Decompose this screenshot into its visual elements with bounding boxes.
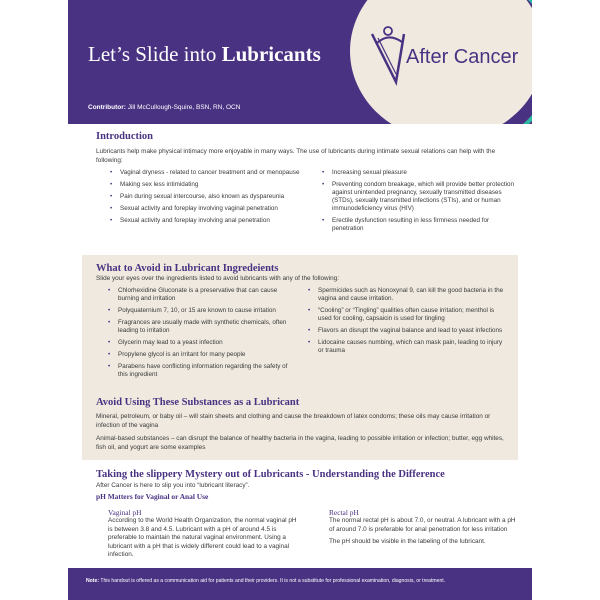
avoid-substances-heading: Avoid Using These Substances as a Lubricant — [96, 397, 300, 408]
ph-columns — [108, 508, 518, 568]
header-banner — [68, 0, 532, 124]
ph-heading: pH Matters for Vaginal or Anal Use — [96, 491, 209, 501]
list-item: • Increasing sexual pleasure — [322, 169, 518, 177]
list-item: • Chlorhexidine Gluconate is a preservative that can cause burning and irritation — [108, 287, 296, 303]
avoid-panel — [82, 255, 518, 460]
introduction-body: Lubricants help make physical intimacy more enjoyable in many ways. The use of lubricants during intimate sexual relations can help with the following: — [96, 148, 496, 164]
list-item: • Sexual activity and foreplay involving anal penetration — [110, 217, 306, 225]
list-item: • Vaginal dryness - related to cancer treatment and or menopause — [110, 169, 306, 177]
avoid-ingredients-intro: Slide your eyes over the ingredients listed to avoid lubricants with any of the following: — [96, 275, 339, 282]
list-item: • Preventing condom breakage, which will provide better protection against unintended pregnancy, sexually transmitted diseases (STDs), sexually transmitted infections (STIs), and or human immunodeficiency virus (HIV) — [322, 181, 518, 213]
avoid-substances-section — [96, 397, 506, 452]
handout-page — [68, 0, 532, 600]
introduction-left-list — [110, 169, 306, 229]
list-item: • Lidocaine causes numbing, which can mask pain, leading to injury or trauma — [308, 339, 504, 355]
list-item: • Propylene glycol is an irritant for many people — [108, 351, 296, 359]
list-item: • Erectile dysfunction resulting in less firmness needed for penetration — [322, 217, 518, 233]
avoid-left-list — [108, 287, 296, 383]
vaginal-ph-body: According to the World Health Organization, the normal vaginal pH is between 3.8 and 4.5. Lubricant with a pH of around 4.5 is preferable to maintain the natural vaginal environment. Using a lubricant with a pH that is widely different could lead to a vaginal infection. — [108, 517, 297, 559]
list-item: • Pain during sexual intercourse, also known as dyspareunia — [110, 193, 306, 201]
contributor-line: Contributor: Jill McCullough-Squire, BSN, RN, OCN — [88, 104, 241, 111]
rectal-ph-heading: Rectal pH — [329, 508, 359, 517]
vaginal-ph-block — [108, 508, 298, 560]
understanding-heading: Taking the slippery Mystery out of Lubricants - Understanding the Difference — [96, 469, 445, 480]
footer-note: Note: This handout is offered as a communication aid for patients and their providers. It is not a substitute for professional examination, diagnosis, or treatment. — [86, 578, 446, 584]
rectal-ph-note: The pH should be visible in the labeling of the lubricant. — [329, 538, 486, 546]
introduction-columns — [110, 169, 522, 269]
list-item: • Spermicides such as Nonoxynal 9, can kill the good bacteria in the vagina and cause irritation. — [308, 287, 504, 303]
understanding-section — [96, 469, 516, 559]
introduction-section — [96, 131, 516, 232]
avoid-substances-oils: Mineral, petroleum, or baby oil – will stain sheets and clothing and cause the breakdown of latex condoms; these oils may cause irritation or infection of the vagina — [96, 413, 491, 429]
page-title: Let’s Slide into Lubricants — [88, 42, 321, 66]
rectal-ph-body: The normal rectal pH is about 7.0, or neutral. A lubricant with a pH of around 7.0 is preferable for anal penetration for less irritation — [329, 517, 516, 533]
introduction-heading: Introduction — [96, 131, 153, 142]
avoid-substances-animal: Animal-based substances – can disrupt the balance of healthy bacteria in the vagina, leading to possible irritation or infection; butter, egg whites, fish oil, and yogurt are some examples — [96, 435, 504, 451]
footer-banner — [68, 568, 532, 600]
avoid-ingredients-columns — [108, 287, 508, 397]
list-item: • Fragrances are usually made with synthetic chemicals, often leading to irritation — [108, 319, 296, 335]
avoid-right-list — [308, 287, 504, 359]
understanding-intro: After Cancer is here to slip you into “lubricant literacy”. — [96, 482, 250, 489]
list-item: • Making sex less intimidating — [110, 181, 306, 189]
list-item: • Sexual activity and foreplay involving vaginal penetration — [110, 205, 306, 213]
rectal-ph-block — [329, 508, 521, 547]
vaginal-ph-heading: Vaginal pH — [108, 508, 142, 517]
list-item: • Parabens have conflicting information regarding the safety of this ingredient — [108, 363, 296, 379]
list-item: • Glycerin may lead to a yeast infection — [108, 339, 296, 347]
brand-name: After Cancer — [406, 46, 519, 68]
list-item: • Flavors an disrupt the vaginal balance and lead to yeast infections — [308, 327, 504, 335]
introduction-right-list — [322, 169, 518, 237]
list-item: • “Cooling” or “Tingling” qualities often cause irritation; menthol is used for cooling, capsaicin is used for tingling — [308, 307, 504, 323]
list-item: • Polyquaternium 7, 10, or 15 are known to cause irritation — [108, 307, 296, 315]
avoid-ingredients-section — [96, 263, 506, 378]
avoid-ingredients-heading: What to Avoid in Lubricant Ingredeients — [96, 263, 279, 274]
